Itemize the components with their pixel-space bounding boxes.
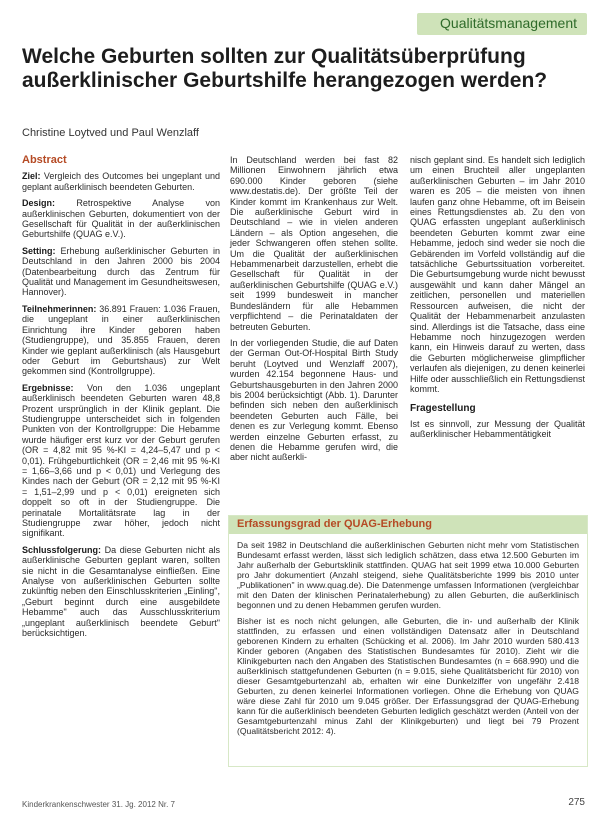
info-box-header xyxy=(229,516,587,534)
abstract-teilnehmerinnen xyxy=(22,304,220,377)
design-label: Design: xyxy=(22,198,56,209)
abstract-ziel xyxy=(22,171,220,192)
abstract-setting xyxy=(22,246,220,298)
abstract-ergebnisse xyxy=(22,383,220,539)
info-box-body xyxy=(237,540,579,742)
fragestellung-heading: Fragestellung xyxy=(410,403,476,415)
info-box-paragraph: Bisher ist es noch nicht gelungen, alle Geburten, die in- und außerhalb der Klinik stattfinden, zu erfassen und einen vollständigen Datensatz aller in Deutschland geborenen Kindern zu erhalten (Schücking et al. 2006). Im Jahr 2010 wurden 580.413 Kinder geboren (Angaben des Statistischen Bundesamtes für 2010). Zieht wir die Klinikgeburten nach den Angaben des Statistischen Bundesamtes (n = 668.990) und die außerklinisch stattgefundenen Geburten (n = 9.015, siehe Qualitätsbericht für 2010) von dieser Gesamtgeburtenzahl ab, erhalten wir eine Dunkelziffer von ungefähr 2.418 Geburten, zu denen keinerlei Informationen vorliegen. Ohne die Erhebung von QUAG wäre diese Zahl für 2010 um 9.045 größer. Der Erfassungsgrad der QUAG-Erhebung kann für die außerklinisch beendeten Geburten lediglich geschätzt werden (Anteil von der Gesamtgeburtenzahl minus Zahl der Klinikgeburten) und liegt bei 79 Prozent (Qualitätsbericht 2012: 4). xyxy=(237,616,579,736)
abstract-column xyxy=(22,155,220,644)
article-title: Welche Geburten sollten zur Qualitätsüberprüfung außerklinischer Geburtshilfe herangezogen werden? xyxy=(22,45,548,92)
article-authors: Christine Loytved und Paul Wenzlaff xyxy=(22,127,199,139)
body-paragraph: nisch geplant sind. Es handelt sich lediglich um einen Bruchteil aller ungeplanten außerklinischen Geburten – im Jahr 2010 waren es 205 – die meisten von ihnen laufen ganz ohne Hebamme, oft im Beisein eines Rettungsdienstes ab. Zu den von QUAG erfassten ungeplant außerklinisch beendeten Geburten kommt zwar eine Hebamme, jedoch sind weder sie noch die Gebärenden im Vorfeld vollständig auf die tatsächliche Geburtssituation vorbereitet. Die Geburtsumgebung wurde nicht bewusst ausgewählt und kann daher Mängel an zeitlichen, personellen und materiellen Ressourcen aufweisen, die nicht der Qualität der Hebammenarbeit anzulasten sind. Allerdings ist die Tatsache, dass eine Hebamme noch hinzugezogen werden kann, ein Hinweis darauf zu werten, dass die Geburten möglicherweise glimpflicher verlaufen als diejenigen, zu denen keinerlei Hilfe oder ausschließlich ein Rettungsdienst kommt. xyxy=(410,155,585,394)
teilnehmerinnen-text: 36.891 Frauen: 1.036 Frauen, die ungeplant in einer außerklinischen Einrichtung ihre Kinder geboren haben (Studiengruppe), und 35.855 Frauen, deren Kinder wie geplant außerklinisch (als Hausgeburt oder Geburt im Geburtshaus) zur Welt gekommen sind (Kontrollgruppe). xyxy=(22,303,220,377)
body-paragraph: In Deutschland werden bei fast 82 Millionen Einwohnern jährlich etwa 690.000 Kinder geboren (siehe www.destatis.de). Der größte Teil der Kinder kommt im Krankenhaus zur Welt. Die außerklinische Geburt wird in Deutschland – wie in vielen anderen Ländern – als Option angesehen, die jeder Schwangeren offen stehen sollte. Um die Qualität der außerklinischen Hebammenarbeit darzustellen, erhebt die Gesellschaft für Qualität in der außerklinischen Geburtshilfe (QUAG e.V.) seit 1999 bundesweit in mancher Bundesländern für alle Hebammen verpflichtend – die Perinataldaten der betreuten Geburten. xyxy=(230,155,398,332)
abstract-schlussfolgerung xyxy=(22,545,220,639)
section-banner xyxy=(417,13,587,35)
abstract-design xyxy=(22,198,220,240)
info-box-title: Erfassungsgrad der QUAG-Erhebung xyxy=(237,518,432,530)
schlussfolgerung-label: Schlussfolgerung: xyxy=(22,544,102,555)
ziel-label: Ziel: xyxy=(22,171,41,182)
body-column-3 xyxy=(410,155,585,446)
ergebnisse-label: Ergebnisse: xyxy=(22,382,74,393)
ziel-text: Vergleich des Outcomes bei ungeplant und geplant außerklinisch beendeten Geburten. xyxy=(22,171,220,192)
page-number: 275 xyxy=(568,797,585,808)
body-paragraph: Ist es sinnvoll, zur Messung der Qualität außerklinischer Hebammentätigkeit xyxy=(410,418,585,440)
setting-label: Setting: xyxy=(22,245,56,256)
journal-footer: Kinderkrankenschwester 31. Jg. 2012 Nr. 7 xyxy=(22,800,175,809)
section-title: Qualitätsmanagement xyxy=(440,15,577,31)
teilnehmerinnen-label: Teilnehmerinnen: xyxy=(22,303,97,314)
body-paragraph: In der vorliegenden Studie, die auf Daten der German Out-Of-Hospital Birth Study beruht (Loytved und Wenzlaff 2007), wurden 42.154 begonnene Haus- und Geburtshausgeburten in den Jahren 2000 bis 2004 berücksichtigt (Abb. 1). Darunter befinden sich neben den außerklinisch beendeten Geburten auch Fälle, bei denen es zur Verlegung kommt. Ebenso werden einzelne Geburten erfasst, zu denen die Hebamme gerufen wird, die aber nicht außerkli- xyxy=(230,337,398,463)
setting-text: Erhebung außerklinischer Geburten in Deutschland in den Jahren 2000 bis 2004 (Datenbearbeitung durch das Zentrum für Qualität und Management im Gesundheitswesen, Hannover). xyxy=(22,245,220,298)
info-box xyxy=(228,515,588,767)
design-text: Retrospektive Analyse von außerklinischen Geburten, dokumentiert von der Gesellschaft für Qualität in der außerklinischen Geburtshilfe (QUAG e.V.). xyxy=(22,198,220,240)
schlussfolgerung-text: Da diese Geburten nicht als außerklinische Geburten geplant waren, sollten sie nicht in die Gesamtanalyse einfließen. Eine Analyse von außerklinischen Geburten sollte zukünftig neben den Einschlusskriterien „Einling", „Geburt beginnt durch eine ausgebildete Hebamme" auch das Ausschlusskriterium „ungeplant außerklinisch beendete Geburt" berücksichtigen. xyxy=(22,544,220,639)
ergebnisse-text: Von den 1.036 ungeplant außerklinisch beendeten Geburten waren 48,8 Prozent ursprünglich in der Klinik geplant. Die Studiengruppe unterscheidet sich in folgenden Punkten von der Kontrollgruppe: Die Hebamme wurde häufiger erst kurz vor der Geburt gerufen (OR = 4,82 mit 95 %-KI = 4,24–5,47 und p < 0,01). Frühgeburtlichkeit (OR = 2,46 mit 95 %-KI = 1,66–3,66 und p < 0,01) und Verlegung des Kindes nach der Geburt (OR = 2,12 mit 95 %-KI = 1,51–2,99 und p < 0,01) ereigneten sich doppelt so oft in der Studiengruppe. Die perinatale Mortalitätsrate lag in der Studiengruppe zwar höher, jedoch nicht signifikant. xyxy=(22,382,220,539)
info-box-paragraph: Da seit 1982 in Deutschland die außerklinischen Geburten nicht mehr vom Statistischen Bundesamt erfasst werden, lässt sich lediglich schätzen, dass etwa 12.500 Geburten im Jahr außerhalb der Geburtsklinik stattfinden. QUAG hat seit 1999 etwa 10.000 Geburten pro Jahr dokumentiert (Anzahl steigend, siehe Qualitätsberichte 1999 bis 2010 unter „Publikationen" in www.quag.de). Die Datenmenge umfassen Informationen (vergleichbar mit den Daten der klinischen Perinatalerhebung) zu allen Geburten, die außerklinisch begonnen und zu denen Hebammen gerufen wurden. xyxy=(237,540,579,610)
body-column-2 xyxy=(230,155,398,469)
abstract-heading: Abstract xyxy=(22,154,67,166)
